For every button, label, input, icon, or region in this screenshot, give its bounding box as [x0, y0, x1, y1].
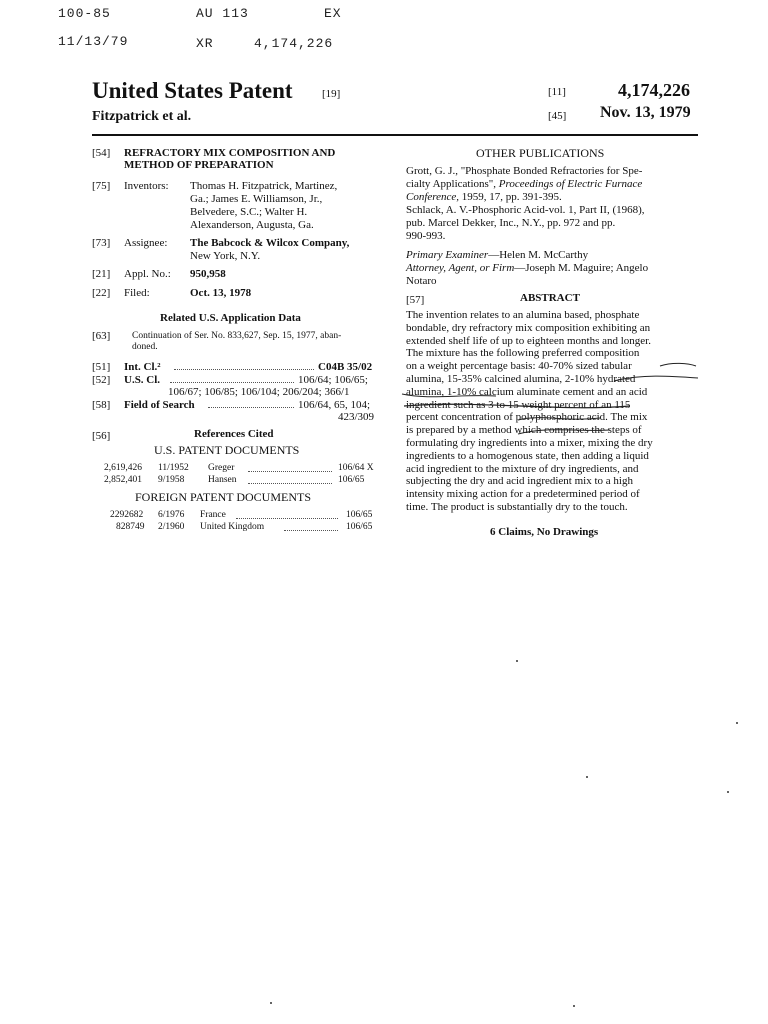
inventors-line2: Ga.; James E. Williamson, Jr., [190, 193, 323, 205]
foreign-ref-number: 828749 [116, 522, 145, 532]
ref-number: 2,619,426 [104, 463, 142, 473]
foreign-ref-class: 106/65 [346, 522, 373, 532]
foreign-ref-number: 2292682 [110, 510, 144, 520]
claims-summary: 6 Claims, No Drawings [490, 526, 599, 538]
patent-title: United States Patent [92, 78, 293, 103]
int-cl-value: C04B 35/02 [318, 361, 373, 373]
field-22-code: [22] [92, 287, 111, 299]
foreign-ref-date: 2/1960 [158, 522, 185, 532]
references-heading: References Cited [194, 428, 274, 440]
abstract-line: ingredients to a homogenous state, then adding a liquid [406, 449, 649, 462]
appl-no-value: 950,958 [190, 268, 226, 280]
abstract-line: bondable, dry refractory mix composition exhibiting an [406, 321, 651, 334]
scan-speck [573, 1005, 575, 1007]
pub2-line2: pub. Marcel Dekker, Inc., N.Y., pp. 972 and pp. [406, 217, 616, 229]
field-56-code: [56] [92, 430, 111, 442]
attorney-line2: Notaro [406, 275, 437, 287]
pub2-line1: Schlack, A. V.-Phosphoric Acid-vol. 1, Part II, (1968), [406, 204, 645, 216]
foreign-ref-leader [284, 530, 338, 531]
stamp-line1-mid: AU 113 [196, 6, 249, 21]
field-52-code: [52] [92, 374, 111, 386]
inventors-line4: Alexanderson, Augusta, Ga. [190, 219, 314, 231]
abstract-line: ingredient such as 3 to 15 weight percent of an 115 [406, 398, 631, 411]
int-cl-leader [174, 369, 314, 370]
field-of-search-label: Field of Search [124, 399, 195, 411]
abstract-line: intensity mixing action for a predetermined period of [406, 488, 640, 501]
field-57-code: [57] [406, 294, 425, 306]
scan-speck [586, 776, 588, 778]
header-rule [92, 134, 698, 136]
abstract-line: formulating dry ingredients into a mixer, mixing the dry [406, 437, 653, 449]
abstract-line: acid ingredient to the mixture of dry ingredients, and [406, 462, 639, 475]
us-patent-docs-heading: U.S. PATENT DOCUMENTS [154, 443, 300, 457]
scan-speck [736, 722, 738, 724]
continuation-line1: Continuation of Ser. No. 833,627, Sep. 15, 1977, aban- [132, 331, 342, 341]
abstract-line: time. The product is substantially dry to the touch. [406, 501, 628, 513]
filed-label: Filed: [124, 287, 150, 299]
abstract-line: is prepared by a method which comprises the steps of [406, 424, 642, 437]
abstract-line: extended shelf life of up to eighteen months and longer. [406, 334, 651, 347]
pub1-line2: cialty Applications", Proceedings of Electric Furnace [406, 178, 643, 190]
us-cl-label: U.S. Cl. [124, 374, 161, 386]
abstract-line: The invention relates to an alumina based, phosphate [406, 309, 640, 321]
title-code: [19] [322, 88, 341, 100]
int-cl-label: Int. Cl.² [124, 361, 161, 373]
patent-date: Nov. 13, 1979 [600, 104, 691, 121]
appl-no-label: Appl. No.: [124, 268, 171, 280]
field-75-code: [75] [92, 180, 111, 192]
foreign-ref-class: 106/65 [346, 510, 373, 520]
abstract-line: on a weight percentage basis: 40-70% sized tabular [406, 360, 632, 373]
abstract-line: alumina, 1-10% calcium aluminate cement and an acid [406, 385, 648, 398]
related-app-heading: Related U.S. Application Data [160, 312, 301, 324]
field-of-search-value: 106/64, 65, 104; [298, 399, 371, 411]
field-of-search-line2: 423/309 [338, 411, 375, 423]
ref-date: 9/1958 [158, 475, 185, 485]
patent-number-code: [11] [548, 86, 566, 98]
foreign-ref-leader [236, 518, 338, 519]
us-cl-line2: 106/67; 106/85; 106/104; 206/204; 366/1 [168, 386, 350, 398]
foreign-ref-name: United Kingdom [200, 522, 265, 532]
ref-leader [248, 483, 332, 484]
stamp-line2-right: 4,174,226 [254, 36, 334, 51]
ref-date: 11/1952 [158, 463, 189, 473]
date-code: [45] [548, 110, 567, 122]
field-21-code: [21] [92, 268, 111, 280]
field-63-code: [63] [92, 330, 111, 342]
foreign-patent-docs-heading: FOREIGN PATENT DOCUMENTS [135, 490, 312, 504]
pub1-line3: Conference, 1959, 17, pp. 391-395. [406, 191, 562, 203]
assignee-line2: New York, N.Y. [190, 250, 261, 262]
abstract-heading: ABSTRACT [520, 292, 580, 304]
field-51-code: [51] [92, 361, 111, 373]
search-leader [208, 407, 294, 408]
pen-annotations [400, 360, 720, 455]
title-line2: METHOD OF PREPARATION [124, 159, 274, 171]
continuation-line2: doned. [132, 342, 158, 352]
filed-value: Oct. 13, 1978 [190, 287, 252, 299]
foreign-ref-name: France [200, 510, 226, 520]
inventors-line3: Belvedere, S.C.; Walter H. [190, 206, 308, 218]
pub1-line1: Grott, G. J., "Phosphate Bonded Refractories for Spe- [406, 165, 643, 177]
attorney: Attorney, Agent, or Firm—Joseph M. Maguire; Angelo [406, 262, 649, 274]
abstract-line: subjecting the dry and acid ingredient mix to a high [406, 475, 633, 488]
scan-speck [270, 1002, 272, 1004]
other-publications-heading: OTHER PUBLICATIONS [476, 146, 605, 160]
ref-leader [248, 471, 332, 472]
abstract-line: The mixture has the following preferred composition [406, 347, 640, 360]
ref-class: 106/65 [338, 475, 365, 485]
field-58-code: [58] [92, 399, 111, 411]
inventors-line1: Thomas H. Fitzpatrick, Martinez, [190, 180, 338, 192]
pub2-line3: 990-993. [406, 230, 446, 242]
inventors-label: Inventors: [124, 180, 169, 192]
us-cl-value: 106/64; 106/65; [298, 374, 368, 386]
stamp-line2-mid: XR [196, 36, 214, 51]
title-line1: REFRACTORY MIX COMPOSITION AND [124, 147, 336, 159]
stamp-line2-left: 11/13/79 [58, 34, 129, 49]
patent-number: 4,174,226 [618, 80, 690, 100]
assignee-line1: The Babcock & Wilcox Company, [190, 237, 350, 249]
scan-speck [727, 791, 729, 793]
ref-name: Greger [208, 463, 235, 473]
ref-class: 106/64 X [338, 463, 374, 473]
stamp-line1-left: 100-85 [58, 6, 111, 21]
primary-examiner: Primary Examiner—Helen M. McCarthy [406, 249, 589, 261]
us-cl-leader [170, 382, 294, 383]
scan-speck [516, 660, 518, 662]
field-54-code: [54] [92, 147, 111, 159]
inventors-short: Fitzpatrick et al. [92, 109, 192, 124]
assignee-label: Assignee: [124, 237, 168, 249]
ref-number: 2,852,401 [104, 475, 142, 485]
stamp-line1-right: EX [324, 6, 342, 21]
foreign-ref-date: 6/1976 [158, 510, 185, 520]
ref-name: Hansen [208, 475, 237, 485]
abstract-line: alumina, 15-35% calcined alumina, 2-10% hydrated [406, 373, 636, 385]
field-73-code: [73] [92, 237, 111, 249]
abstract-line: percent concentration of polyphosphoric acid. The mix [406, 411, 648, 424]
